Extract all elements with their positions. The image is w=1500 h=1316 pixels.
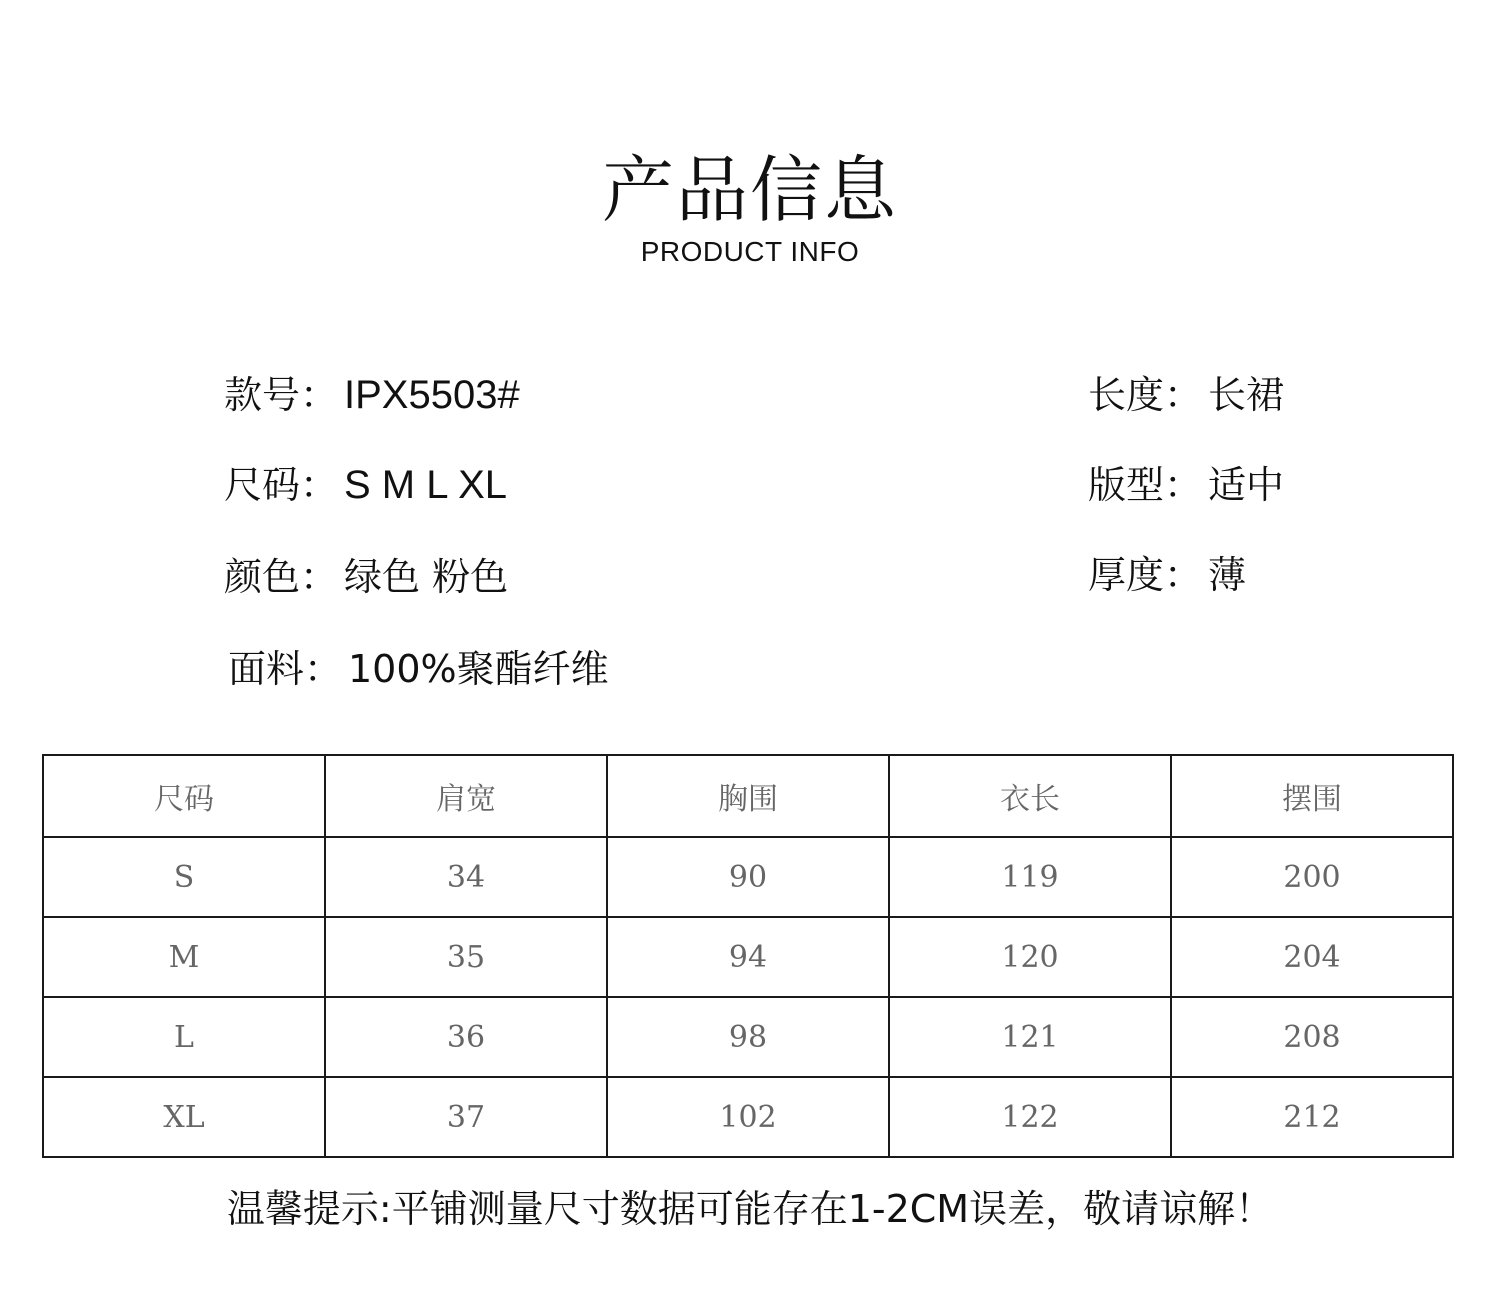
table-cell: 34	[325, 837, 607, 917]
attr-color-label: 颜色：	[224, 555, 339, 599]
attr-style-no	[224, 372, 520, 418]
table-cell: 90	[607, 837, 889, 917]
table-cell: 120	[889, 917, 1171, 997]
table-cell: 208	[1171, 997, 1453, 1077]
attr-size-label: 尺码：	[224, 463, 339, 507]
measurement-note: 温馨提示:平铺测量尺寸数据可能存在1-2CM误差，敬请谅解！	[226, 1187, 1274, 1231]
table-cell: 212	[1171, 1077, 1453, 1157]
table-cell: 37	[325, 1077, 607, 1157]
attr-fit-value: 适中	[1208, 463, 1285, 507]
table-row	[43, 837, 1453, 917]
attr-fit	[1088, 462, 1284, 508]
header-cell-length: 衣长	[889, 755, 1171, 837]
table-cell: 35	[325, 917, 607, 997]
attr-thickness-label: 厚度：	[1088, 553, 1203, 597]
page-subtitle: PRODUCT INFO	[640, 236, 860, 267]
table-cell: 200	[1171, 837, 1453, 917]
table-cell: 102	[607, 1077, 889, 1157]
table-cell: 36	[325, 997, 607, 1077]
attr-color-value: 绿色 粉色	[344, 555, 509, 599]
attr-fit-label: 版型：	[1088, 463, 1203, 507]
attr-thickness	[1088, 552, 1246, 598]
attr-color	[224, 554, 508, 600]
table-cell: 98	[607, 997, 889, 1077]
table-cell: S	[43, 837, 325, 917]
table-cell: 119	[889, 837, 1171, 917]
attr-fabric-value: 100%聚酯纤维	[348, 647, 609, 691]
table-cell: 94	[607, 917, 889, 997]
header-cell-bust: 胸围	[607, 755, 889, 837]
attr-style-no-value: IPX5503#	[344, 373, 520, 417]
header-cell-size: 尺码	[43, 755, 325, 837]
header-cell-shoulder: 肩宽	[325, 755, 607, 837]
size-chart-table	[42, 754, 1454, 1158]
table-cell: M	[43, 917, 325, 997]
table-row	[43, 1077, 1453, 1157]
table-cell: 121	[889, 997, 1171, 1077]
table-row	[43, 997, 1453, 1077]
attr-thickness-value: 薄	[1208, 553, 1247, 597]
page-title: 产品信息	[601, 148, 898, 232]
table-row	[43, 917, 1453, 997]
table-cell: 204	[1171, 917, 1453, 997]
attr-fabric	[228, 646, 609, 692]
header-cell-hem: 摆围	[1171, 755, 1453, 837]
attr-style-no-label: 款号：	[224, 373, 339, 417]
attr-length-label: 长度：	[1088, 373, 1203, 417]
table-cell: L	[43, 997, 325, 1077]
attr-size-value: S M L XL	[344, 463, 508, 507]
attr-length-value: 长裙	[1208, 373, 1285, 417]
attr-size	[224, 462, 507, 508]
table-cell: 122	[889, 1077, 1171, 1157]
attr-fabric-label: 面料：	[228, 647, 343, 691]
table-cell: XL	[43, 1077, 325, 1157]
attr-length	[1088, 372, 1284, 418]
table-header-row	[43, 755, 1453, 837]
